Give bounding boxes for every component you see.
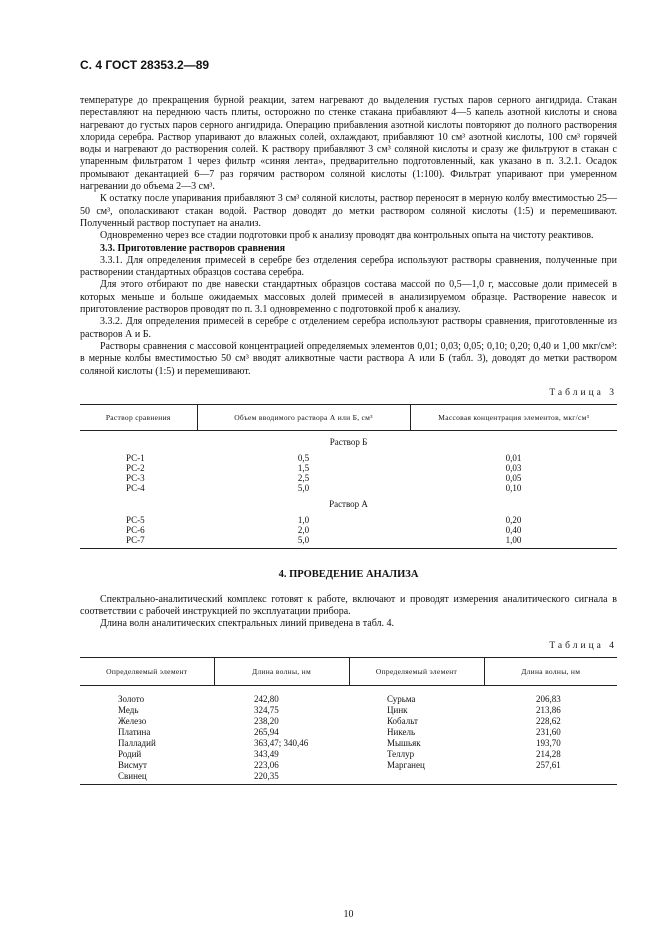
table-header: Объем вводимого раствора А или Б, см³ xyxy=(197,404,410,430)
page-header: С. 4 ГОСТ 28353.2—89 xyxy=(80,58,210,72)
table-row: РС-6 2,0 0,40 xyxy=(126,524,522,535)
table-header: Раствор сравнения xyxy=(80,404,197,430)
table-row: Железо 238,20 Кобальт 228,62 xyxy=(118,715,561,726)
page-number: 10 xyxy=(343,909,354,920)
table-4-caption: Таблица 4 xyxy=(549,640,617,651)
table-row: РС-2 1,5 0,03 xyxy=(126,462,522,473)
paragraph: Одновременно через все стадии подготовки проб к анализу проводят два контрольных опыта на чистоту реактивов. xyxy=(100,230,594,242)
section-heading-3-3: 3.3. Приготовление растворов сравнения xyxy=(100,242,286,254)
section-heading-4: 4. ПРОВЕДЕНИЕ АНАЛИЗА xyxy=(278,568,419,580)
table-4 xyxy=(80,657,617,785)
table-row: Висмут 223,06 Марганец 257,61 xyxy=(118,759,561,770)
table-row: РС-1 0,5 0,01 xyxy=(126,452,522,463)
table-header: Определяемый элемент xyxy=(349,657,484,685)
group-label: Раствор А xyxy=(329,498,368,509)
table-row: РС-3 2,5 0,05 xyxy=(126,472,522,483)
paragraph: температуре до прекращения бурной реакции, затем нагревают до выделения густых паров серного ангидрида. Стакан переставляют на переднюю часть плиты, осторожно по стенке стакана прибавляют 4—5 капель азотной кислоты и снова нагревают до густых паров серного ангидрида. Операцию прибавления азотной кислоты повторяют до полного растворения хлорида серебра. Раствор упаривают до влажных солей, охлаждают, прибавляют 10 см³ азотной кислоты, 100 см³ горячей воды и нагревают до растворения солей. К раствору прибавляют 3 см³ соляной кислоты и сразу же фильтруют в стакан с упаренным фильтратом 1 через фильтр «синяя лента», предварительно подготовленный, как указано в п. 3.2.1. Осадок промывают декантацией 6—7 раз горячим раствором соляной кислоты (1:100). Фильтрат упаривают при умеренном нагревании до объема 2—3 см³. xyxy=(80,95,617,193)
table-row: Медь 324,75 Цинк 213,86 xyxy=(118,704,561,715)
group-label: Раствор Б xyxy=(329,436,368,447)
table-row: РС-7 5,0 1,00 xyxy=(80,535,617,549)
paragraph: Спектрально-аналитический комплекс готовят к работе, включают и проводят измерения аналитического сигнала в соответствии с рабочей инструкцией по эксплуатации прибора. xyxy=(80,593,617,618)
table-row: Родий 343,49 Теллур 214,28 xyxy=(118,748,561,759)
paragraph: Растворы сравнения с массовой концентрацией определяемых элементов 0,01; 0,03; 0,05; 0,10; 0,20; 0,40 и 1,00 мкг/см³: в мерные колбы вместимостью 50 см³ вводят аликвотные части раствора А или Б (табл. 3), доводят до метки раствором соляной кислоты (1:5) и перемешивают. xyxy=(80,340,617,377)
table-3 xyxy=(80,404,617,549)
paragraph: К остатку после упаривания прибавляют 3 см³ соляной кислоты, раствор переносят в мерную колбу вместимостью 25—50 см³, ополаскивают стакан водой. Раствор доводят до метки раствором соляной кислоты (1:5) и перемешивают. Полученный раствор поступает на анализ. xyxy=(80,193,617,229)
paragraph: Для этого отбирают по две навески стандартных образцов состава массой по 0,5—1,0 г, массовые доли примесей в которых меньше и больше ожидаемых массовых долей примесей в анализируемом образце. Растворение навесок и приготовление растворов проводят по п. 3.1 одновременно с подготовкой проб к анализу. xyxy=(80,279,617,316)
table-header: Массовая концентрация элементов, мкг/см³ xyxy=(410,404,617,430)
table-header: Определяемый элемент xyxy=(80,657,214,685)
table-row: Палладий 363,47; 340,46 Мышьяк 193,70 xyxy=(118,737,561,748)
table-row: РС-4 5,0 0,10 xyxy=(126,482,522,493)
table-header: Длина волны, нм xyxy=(214,657,349,685)
table-header: Длина волны, нм xyxy=(484,657,617,685)
document-page xyxy=(80,58,617,920)
table-row: Свинец 220,35 xyxy=(80,771,617,785)
paragraph: 3.3.2. Для определения примесей в серебре с отделением серебра используют растворы сравнения, приготовленные из растворов А и Б. xyxy=(80,316,617,340)
table-row: Золото 242,80 Сурьма 206,83 xyxy=(118,693,561,704)
paragraph: 3.3.1. Для определения примесей в серебре без отделения серебра используют растворы сравнения, полученные при растворении стандартных образцов состава серебра. xyxy=(80,254,617,279)
table-row: РС-5 1,0 0,20 xyxy=(126,514,522,525)
table-row: Платина 265,94 Никель 231,60 xyxy=(118,726,561,737)
paragraph: Длина волн аналитических спектральных линий приведена в табл. 4. xyxy=(100,618,395,630)
table-3-caption: Таблица 3 xyxy=(549,387,617,398)
